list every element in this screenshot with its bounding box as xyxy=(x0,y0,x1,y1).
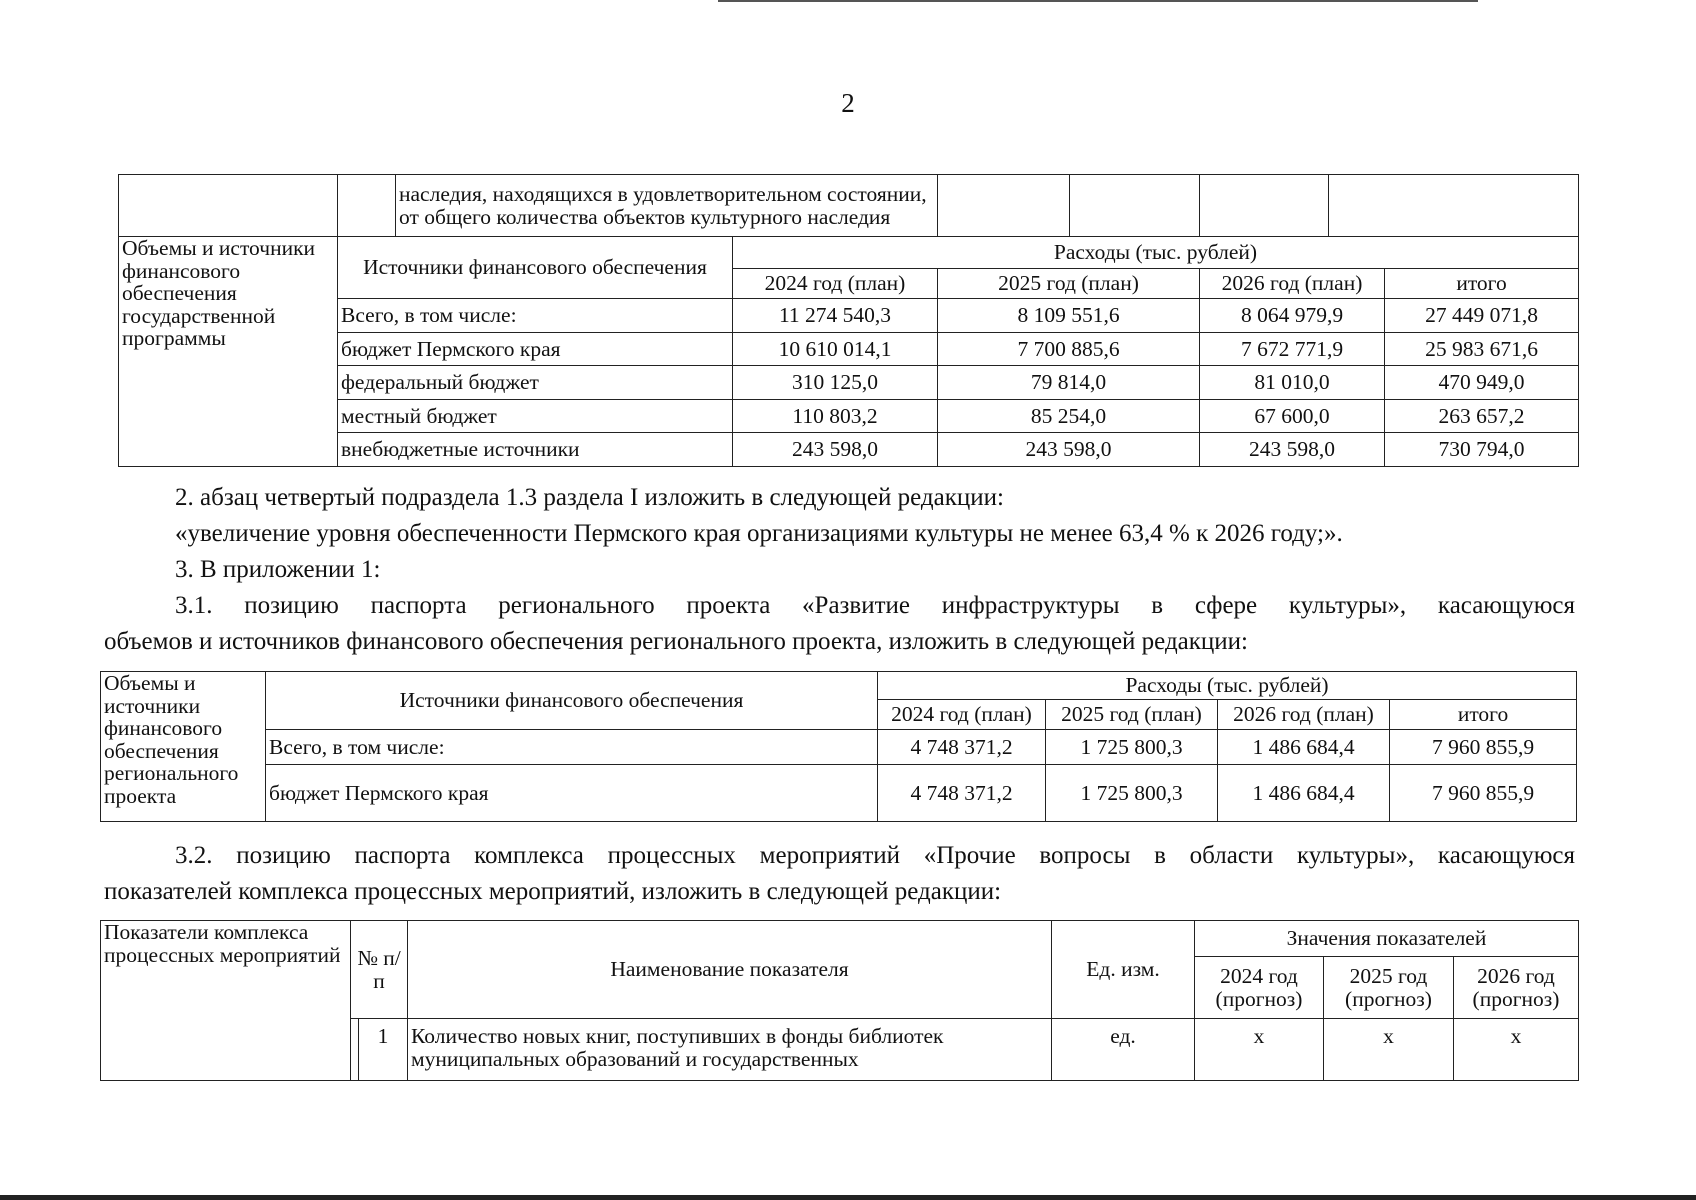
value-2026: 81 010,0 xyxy=(1200,366,1385,400)
value-2024: 110 803,2 xyxy=(733,400,938,433)
value-2024: 4 748 371,2 xyxy=(878,730,1046,765)
continued-num-cell xyxy=(338,175,396,237)
table-row xyxy=(119,366,1579,400)
value-2026: 67 600,0 xyxy=(1200,400,1385,433)
row-unit: ед. xyxy=(1052,1019,1195,1081)
col-2025: 2025 год (план) xyxy=(1046,700,1218,730)
table-row xyxy=(119,400,1579,433)
value-total: 7 960 855,9 xyxy=(1390,730,1577,765)
value-2026: 1 486 684,4 xyxy=(1218,730,1390,765)
table-row xyxy=(101,765,1577,822)
value-2025: 243 598,0 xyxy=(938,433,1200,467)
num-spacer-cell xyxy=(351,1019,359,1081)
paragraph-3: 3. В приложении 1: xyxy=(175,556,381,583)
value-2026: 243 598,0 xyxy=(1200,433,1385,467)
bottom-rule xyxy=(0,1195,1696,1200)
continued-empty-cell xyxy=(119,175,338,237)
value-2025: x xyxy=(1324,1019,1454,1081)
num-header: № п/п xyxy=(351,921,408,1019)
continued-value-cell xyxy=(938,175,1070,237)
value-total: 730 794,0 xyxy=(1385,433,1579,467)
value-2026: 1 486 684,4 xyxy=(1218,765,1390,822)
value-total: 470 949,0 xyxy=(1385,366,1579,400)
continued-indicator-text: наследия, находящихся в удовлетворительном состоянии, от общего количества объектов культурного наследия xyxy=(396,175,938,237)
name-header: Наименование показателя xyxy=(408,921,1052,1019)
row-name: Количество новых книг, поступивших в фонды библиотек муниципальных образований и государственных xyxy=(408,1019,1052,1081)
continued-value-cell xyxy=(1200,175,1329,237)
paragraph-2: 2. абзац четвертый подраздела 1.3 раздела I изложить в следующей редакции: xyxy=(175,484,1004,511)
state-program-funding-table xyxy=(118,174,1579,467)
value-2025: 8 109 551,6 xyxy=(938,299,1200,333)
value-total: 7 960 855,9 xyxy=(1390,765,1577,822)
col-2025: 2025 год (план) xyxy=(938,269,1200,299)
row-name: Всего, в том числе: xyxy=(266,730,878,765)
top-rule xyxy=(718,0,1478,2)
paragraph-3-1-line2: объемов и источников финансового обеспечения регионального проекта, изложить в следующей редакции: xyxy=(104,628,1248,655)
table-row xyxy=(101,730,1577,765)
value-2025: 85 254,0 xyxy=(938,400,1200,433)
row-name: местный бюджет xyxy=(338,400,733,433)
paragraph-3-2-line2: показателей комплекса процессных мероприятий, изложить в следующей редакции: xyxy=(104,878,1002,905)
value-2026: 7 672 771,9 xyxy=(1200,333,1385,366)
col-2026: 2026 год (план) xyxy=(1218,700,1390,730)
value-2025: 1 725 800,3 xyxy=(1046,730,1218,765)
value-2026: x xyxy=(1454,1019,1579,1081)
paragraph-3-2-line1: 3.2. позицию паспорта комплекса процессных мероприятий «Прочие вопросы в области культуры», касающуюся xyxy=(175,842,1575,869)
value-2026: 8 064 979,9 xyxy=(1200,299,1385,333)
value-total: 27 449 071,8 xyxy=(1385,299,1579,333)
row-name: федеральный бюджет xyxy=(338,366,733,400)
continued-value-cell xyxy=(1329,175,1579,237)
value-2024: 243 598,0 xyxy=(733,433,938,467)
value-2024: 10 610 014,1 xyxy=(733,333,938,366)
value-2024: 310 125,0 xyxy=(733,366,938,400)
col-2025: 2025 год (прогноз) xyxy=(1324,957,1454,1019)
row-num: 1 xyxy=(359,1019,408,1081)
continued-value-cell xyxy=(1070,175,1200,237)
table-row xyxy=(119,299,1579,333)
program-funding-label: Объемы и источники финансового обеспечения государственной программы xyxy=(119,237,338,467)
expenses-header: Расходы (тыс. рублей) xyxy=(733,237,1579,269)
project-funding-label: Объемы и источники финансового обеспечения регионального проекта xyxy=(101,672,266,822)
value-total: 263 657,2 xyxy=(1385,400,1579,433)
paragraph-3-1-line1: 3.1. позицию паспорта регионального проекта «Развитие инфраструктуры в сфере культуры», касающуюся xyxy=(175,592,1575,619)
value-total: 25 983 671,6 xyxy=(1385,333,1579,366)
sources-header: Источники финансового обеспечения xyxy=(266,672,878,730)
col-2024: 2024 год (план) xyxy=(733,269,938,299)
table-row xyxy=(119,333,1579,366)
row-name: бюджет Пермского края xyxy=(338,333,733,366)
row-name: внебюджетные источники xyxy=(338,433,733,467)
value-2024: 4 748 371,2 xyxy=(878,765,1046,822)
regional-project-funding-table xyxy=(100,671,1577,822)
value-2025: 7 700 885,6 xyxy=(938,333,1200,366)
row-name: Всего, в том числе: xyxy=(338,299,733,333)
col-2026: 2026 год (прогноз) xyxy=(1454,957,1579,1019)
value-2025: 1 725 800,3 xyxy=(1046,765,1218,822)
process-indicators-table xyxy=(100,920,1579,1081)
col-total: итого xyxy=(1390,700,1577,730)
col-2024: 2024 год (план) xyxy=(878,700,1046,730)
expenses-header: Расходы (тыс. рублей) xyxy=(878,672,1577,700)
row-name: бюджет Пермского края xyxy=(266,765,878,822)
col-total: итого xyxy=(1385,269,1579,299)
table-row xyxy=(119,433,1579,467)
value-2024: 11 274 540,3 xyxy=(733,299,938,333)
paragraph-quote: «увеличение уровня обеспеченности Пермского края организациями культуры не менее 63,4 % к 2026 году;». xyxy=(175,520,1343,547)
value-2025: 79 814,0 xyxy=(938,366,1200,400)
unit-header: Ед. изм. xyxy=(1052,921,1195,1019)
value-2024: x xyxy=(1195,1019,1324,1081)
col-2026: 2026 год (план) xyxy=(1200,269,1385,299)
col-2024: 2024 год (прогноз) xyxy=(1195,957,1324,1019)
sources-header: Источники финансового обеспечения xyxy=(338,237,733,299)
values-header: Значения показателей xyxy=(1195,921,1579,957)
indicators-label: Показатели комплекса процессных мероприятий xyxy=(101,921,351,1081)
page-number: 2 xyxy=(841,88,855,118)
